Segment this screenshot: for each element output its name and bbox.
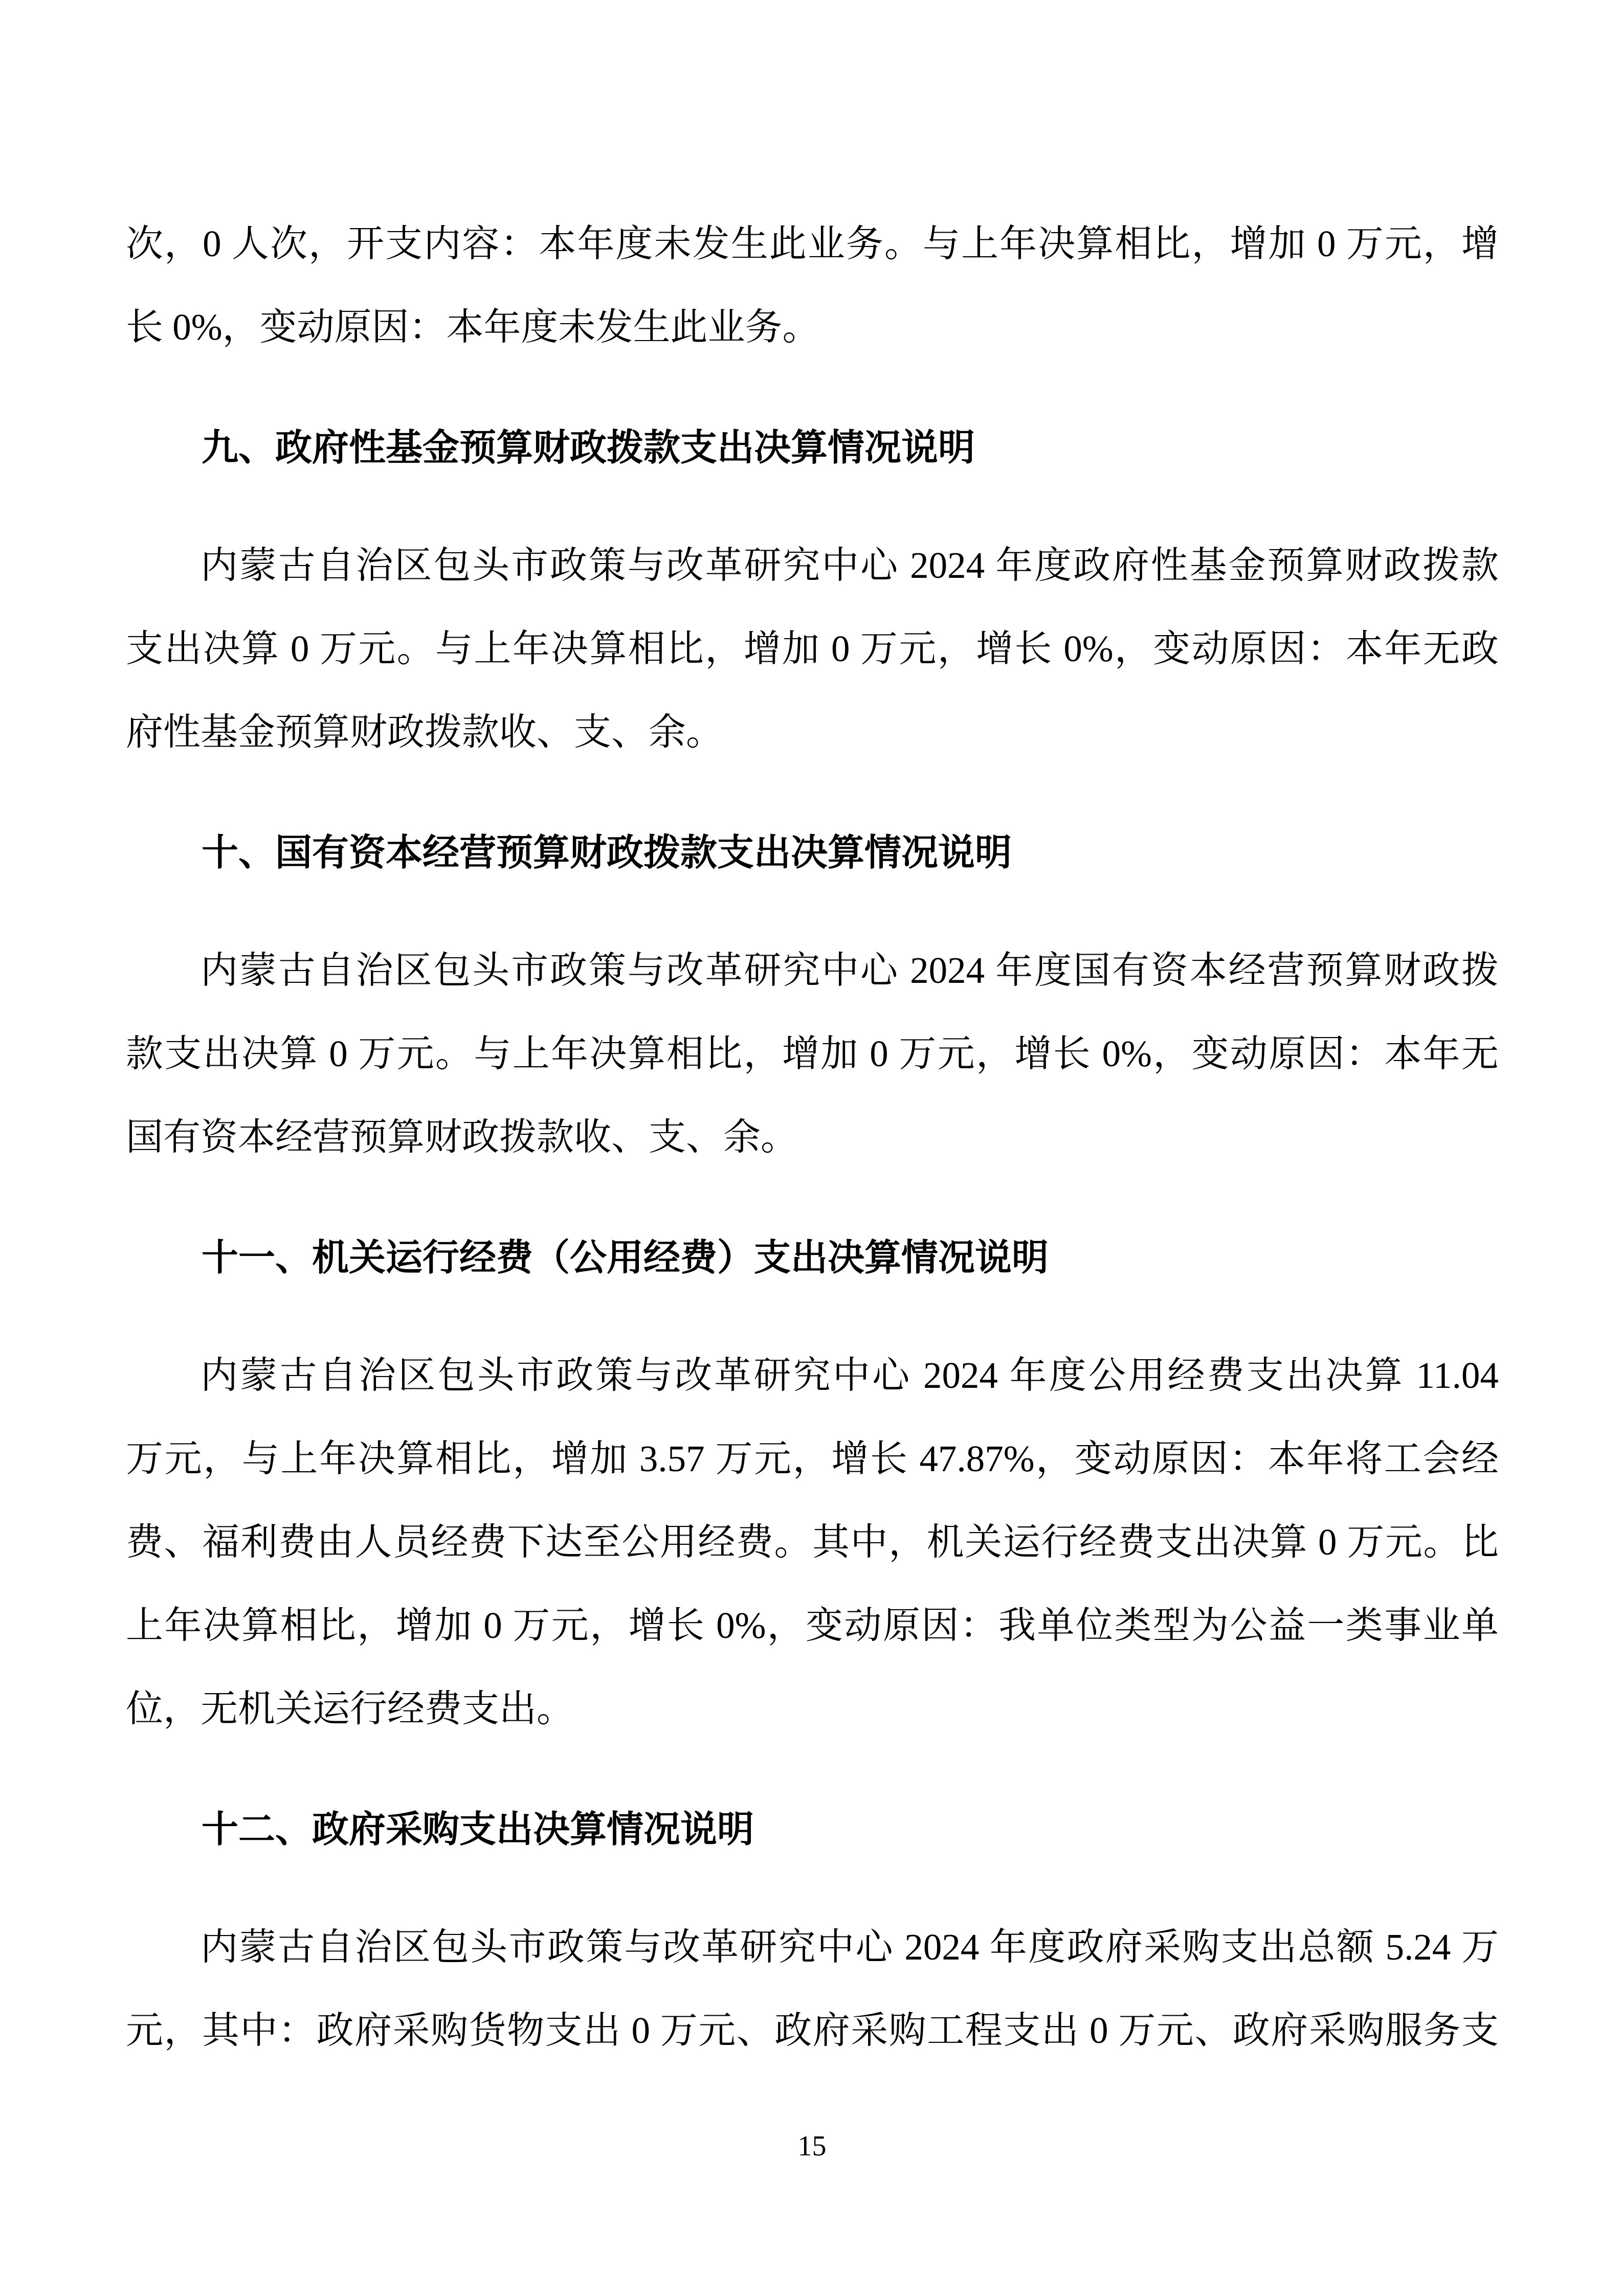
text-line: 府性基金预算财政拨款收、支、余。 [126,711,723,753]
text-line: 次，0 人次，开支内容：本年度未发生此业务。与上年决算相比，增加 0 万元，增 [126,223,1499,264]
text-line: 内蒙古自治区包头市政策与改革研究中心 2024 年度政府采购支出总额 5.24 万 [201,1926,1499,1968]
section-heading: 九、政府性基金预算财政拨款支出决算情况说明 [202,427,975,468]
page-number: 15 [797,2130,827,2162]
paragraph [126,202,1499,369]
text-line: 内蒙古自治区包头市政策与改革研究中心 2024 年度政府性基金预算财政拨款 [201,545,1499,586]
paragraph [126,1334,1499,1750]
section-heading: 十、国有资本经营预算财政拨款支出决算情况说明 [202,832,1012,873]
section-heading: 十一、机关运行经费（公用经费）支出决算情况说明 [202,1237,1049,1278]
text-line: 支出决算 0 万元。与上年决算相比，增加 0 万元，增长 0%，变动原因：本年无政 [126,628,1499,669]
text-line: 国有资本经营预算财政拨款收、支、余。 [126,1116,798,1158]
text-line: 内蒙古自治区包头市政策与改革研究中心 2024 年度公用经费支出决算 11.04 [201,1355,1499,1396]
paragraph [126,1905,1499,2072]
section-heading: 十二、政府采购支出决算情况说明 [202,1809,754,1850]
paragraph [126,524,1499,774]
text-line: 位，无机关运行经费支出。 [126,1688,574,1729]
text-line: 上年决算相比，增加 0 万元，增长 0%，变动原因：我单位类型为公益一类事业单 [126,1605,1499,1646]
text-line: 款支出决算 0 万元。与上年决算相比，增加 0 万元，增长 0%，变动原因：本年无 [126,1033,1499,1074]
document-content [126,202,1499,2072]
text-line: 万元，与上年决算相比，增加 3.57 万元，增长 47.87%，变动原因：本年将工会经 [126,1438,1499,1479]
paragraph [126,929,1499,1179]
text-line: 元，其中：政府采购货物支出 0 万元、政府采购工程支出 0 万元、政府采购服务支 [126,2010,1499,2051]
text-line: 内蒙古自治区包头市政策与改革研究中心 2024 年度国有资本经营预算财政拨 [201,950,1499,991]
text-line: 费、福利费由人员经费下达至公用经费。其中，机关运行经费支出决算 0 万元。比 [126,1521,1499,1563]
text-line: 长 0%，变动原因：本年度未发生此业务。 [126,306,820,348]
